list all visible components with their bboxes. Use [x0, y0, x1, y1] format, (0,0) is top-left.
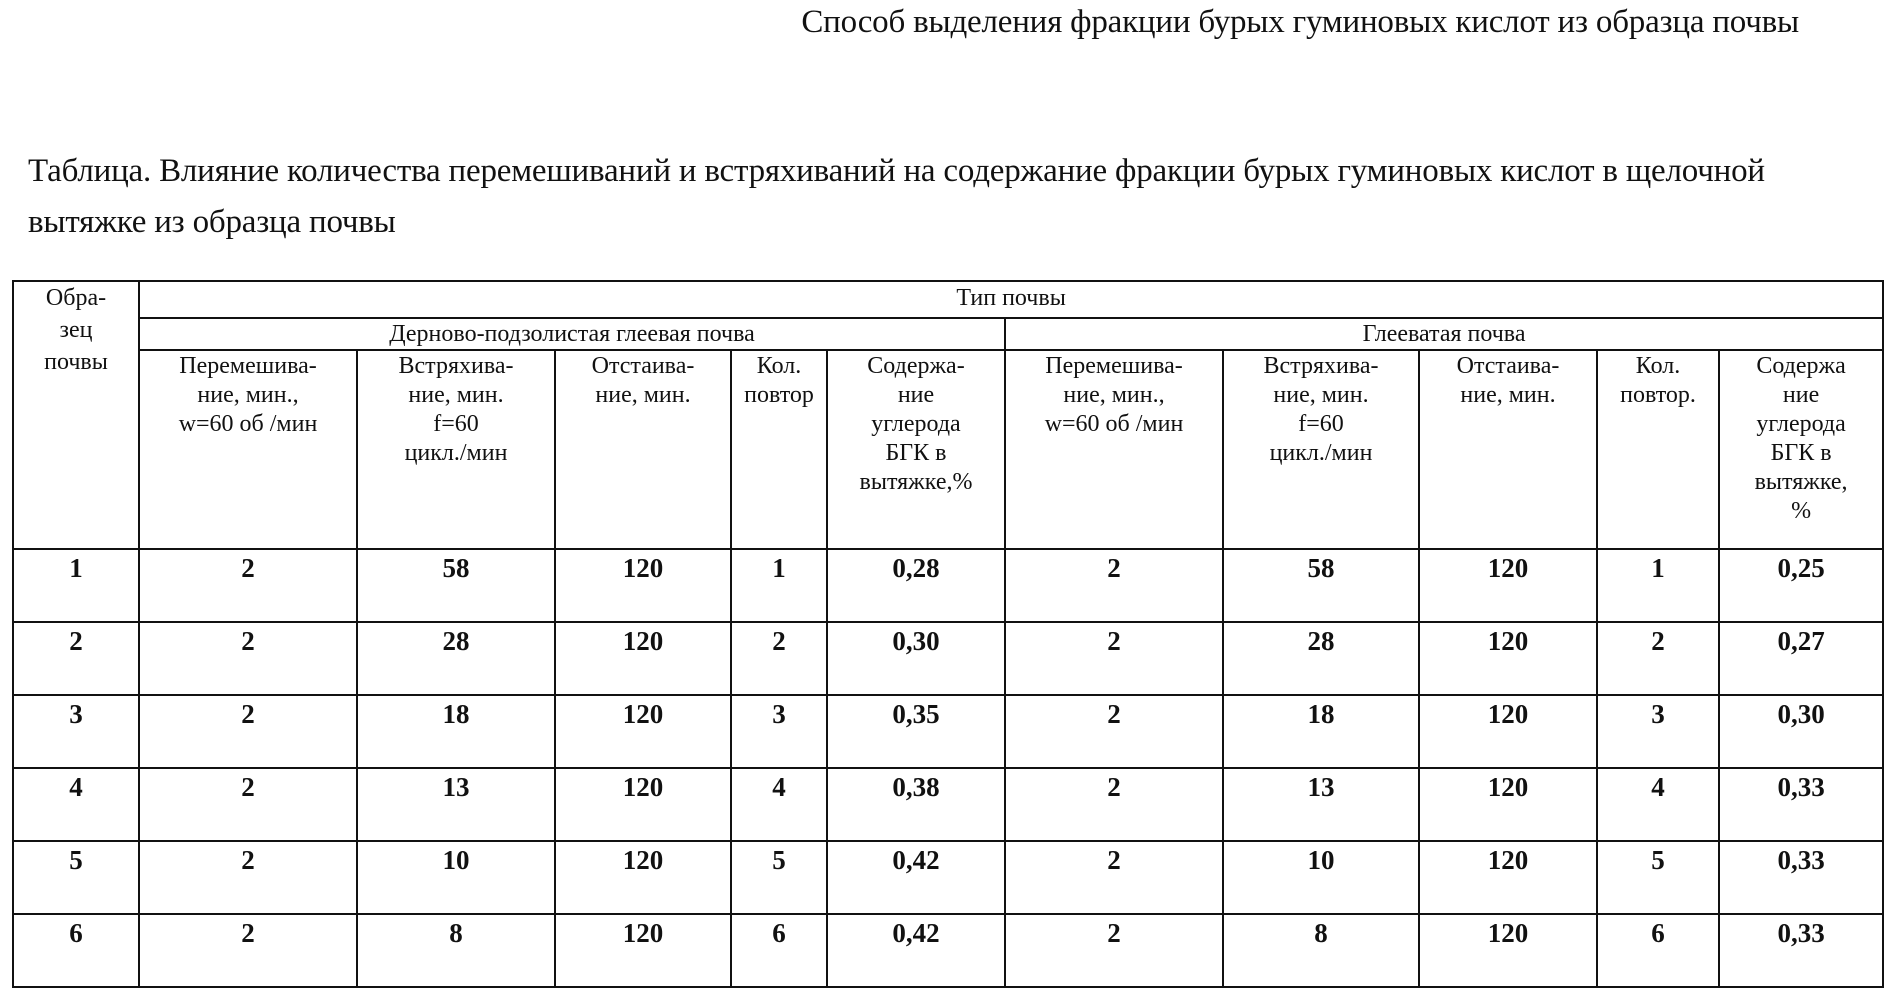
data-cell: 58 — [357, 549, 555, 622]
data-cell: 0,42 — [827, 914, 1005, 987]
sample-number-cell: 6 — [13, 914, 139, 987]
header-row-groups — [13, 318, 1883, 350]
data-cell: 120 — [1419, 549, 1597, 622]
sample-number-cell: 4 — [13, 768, 139, 841]
data-cell: 28 — [357, 622, 555, 695]
header-line: вытяжке, — [1754, 469, 1848, 495]
header-row-columns — [13, 350, 1883, 549]
header-line: % — [1791, 498, 1812, 524]
data-cell: 2 — [1005, 549, 1223, 622]
data-cell: 120 — [1419, 914, 1597, 987]
data-cell: 13 — [1223, 768, 1419, 841]
sample-number-cell: 2 — [13, 622, 139, 695]
data-cell: 3 — [731, 695, 827, 768]
soil-type-header: Тип почвы — [139, 281, 1883, 318]
data-cell: 120 — [1419, 768, 1597, 841]
header-line: Перемешива- — [1045, 353, 1183, 379]
data-cell: 2 — [139, 914, 357, 987]
header-line: Отстаива- — [1456, 353, 1560, 379]
data-cell: 3 — [1597, 695, 1719, 768]
header-line: ние — [897, 382, 935, 408]
data-cell: 0,33 — [1719, 768, 1883, 841]
column-header-carbon-content — [827, 350, 1005, 549]
data-cell: 28 — [1223, 622, 1419, 695]
header-row-top — [13, 281, 1883, 318]
data-cell: 0,33 — [1719, 841, 1883, 914]
sample-header-line: Обра- — [45, 285, 107, 311]
column-header-repeats — [731, 350, 827, 549]
data-cell: 2 — [1005, 622, 1223, 695]
sample-header-line: почвы — [44, 349, 108, 375]
table-row — [13, 768, 1883, 841]
sample-number-cell: 3 — [13, 695, 139, 768]
column-header-settling — [555, 350, 731, 549]
sample-header-cell — [13, 281, 139, 549]
header-line: ние, мин., — [1063, 382, 1165, 408]
header-line: w=60 об /мин — [178, 411, 318, 437]
header-line: ние, мин., — [197, 382, 299, 408]
header-line: Встряхива- — [1263, 353, 1379, 379]
data-cell: 0,30 — [1719, 695, 1883, 768]
table-row — [13, 549, 1883, 622]
header-line: Кол. — [1635, 353, 1681, 379]
header-line: цикл./мин — [404, 440, 508, 466]
header-line: Содержа- — [867, 353, 965, 379]
data-cell: 2 — [139, 841, 357, 914]
data-cell: 5 — [731, 841, 827, 914]
column-header-settling — [1419, 350, 1597, 549]
data-cell: 0,30 — [827, 622, 1005, 695]
table-row — [13, 695, 1883, 768]
header-line: углерода — [1756, 411, 1846, 437]
data-cell: 120 — [1419, 841, 1597, 914]
data-cell: 0,25 — [1719, 549, 1883, 622]
soil-table — [12, 280, 1884, 988]
column-header-shaking — [1223, 350, 1419, 549]
data-cell: 120 — [555, 914, 731, 987]
header-line: Перемешива- — [179, 353, 317, 379]
data-cell: 13 — [357, 768, 555, 841]
data-cell: 2 — [139, 695, 357, 768]
data-cell: 0,28 — [827, 549, 1005, 622]
data-cell: 2 — [1005, 841, 1223, 914]
data-cell: 0,27 — [1719, 622, 1883, 695]
data-cell: 8 — [357, 914, 555, 987]
data-cell: 18 — [357, 695, 555, 768]
header-line: Кол. — [756, 353, 802, 379]
group-header-gleyic: Глееватая почва — [1005, 318, 1883, 350]
data-cell: 0,42 — [827, 841, 1005, 914]
header-line: f=60 — [433, 411, 479, 437]
header-line: цикл./мин — [1269, 440, 1373, 466]
header-line: Содержа — [1756, 353, 1846, 379]
data-cell: 120 — [555, 549, 731, 622]
column-header-repeats — [1597, 350, 1719, 549]
header-line: ние, мин. — [595, 382, 691, 408]
data-cell: 4 — [1597, 768, 1719, 841]
data-cell: 6 — [731, 914, 827, 987]
data-cell: 120 — [555, 622, 731, 695]
header-line: Встряхива- — [398, 353, 514, 379]
header-line: ние — [1782, 382, 1820, 408]
data-cell: 2 — [1597, 622, 1719, 695]
table-row — [13, 622, 1883, 695]
column-header-mixing — [139, 350, 357, 549]
data-cell: 120 — [555, 695, 731, 768]
data-cell: 58 — [1223, 549, 1419, 622]
group-header-sod-podzolic: Дерново-подзолистая глеевая почва — [139, 318, 1005, 350]
header-line: БГК в — [885, 440, 947, 466]
header-line: повтор. — [1620, 382, 1696, 408]
data-cell: 18 — [1223, 695, 1419, 768]
data-cell: 2 — [139, 768, 357, 841]
data-cell: 120 — [555, 768, 731, 841]
data-cell: 8 — [1223, 914, 1419, 987]
column-header-mixing — [1005, 350, 1223, 549]
data-cell: 0,33 — [1719, 914, 1883, 987]
table-caption: Таблица. Влияние количества перемешиваний и встряхиваний на содержание фракции бурых гуминовых кислот в щелочной вытяжке из образца почвы — [28, 153, 1765, 240]
data-cell: 5 — [1597, 841, 1719, 914]
data-cell: 120 — [1419, 622, 1597, 695]
data-cell: 0,38 — [827, 768, 1005, 841]
header-line: ние, мин. — [1273, 382, 1369, 408]
data-cell: 1 — [1597, 549, 1719, 622]
table-row — [13, 841, 1883, 914]
data-cell: 10 — [357, 841, 555, 914]
column-header-carbon-content — [1719, 350, 1883, 549]
data-cell: 1 — [731, 549, 827, 622]
table-row — [13, 914, 1883, 987]
data-cell: 120 — [555, 841, 731, 914]
column-header-shaking — [357, 350, 555, 549]
data-cell: 2 — [139, 622, 357, 695]
data-cell: 120 — [1419, 695, 1597, 768]
data-cell: 2 — [1005, 695, 1223, 768]
header-line: вытяжке,% — [859, 469, 973, 495]
data-cell: 6 — [1597, 914, 1719, 987]
data-cell: 2 — [731, 622, 827, 695]
data-cell: 2 — [1005, 914, 1223, 987]
header-line: w=60 об /мин — [1044, 411, 1184, 437]
sample-header-line: зец — [59, 317, 93, 343]
header-line: f=60 — [1298, 411, 1344, 437]
data-cell: 2 — [139, 549, 357, 622]
header-line: ние, мин. — [1460, 382, 1556, 408]
data-cell: 2 — [1005, 768, 1223, 841]
header-line: повтор — [744, 382, 814, 408]
data-cell: 4 — [731, 768, 827, 841]
sample-number-cell: 5 — [13, 841, 139, 914]
header-line: БГК в — [1770, 440, 1832, 466]
sample-number-cell: 1 — [13, 549, 139, 622]
header-line: Отстаива- — [591, 353, 695, 379]
data-cell: 10 — [1223, 841, 1419, 914]
document-header: Способ выделения фракции бурых гуминовых кислот из образца почвы — [801, 4, 1799, 40]
data-cell: 0,35 — [827, 695, 1005, 768]
header-line: углерода — [871, 411, 961, 437]
header-line: ние, мин. — [408, 382, 504, 408]
